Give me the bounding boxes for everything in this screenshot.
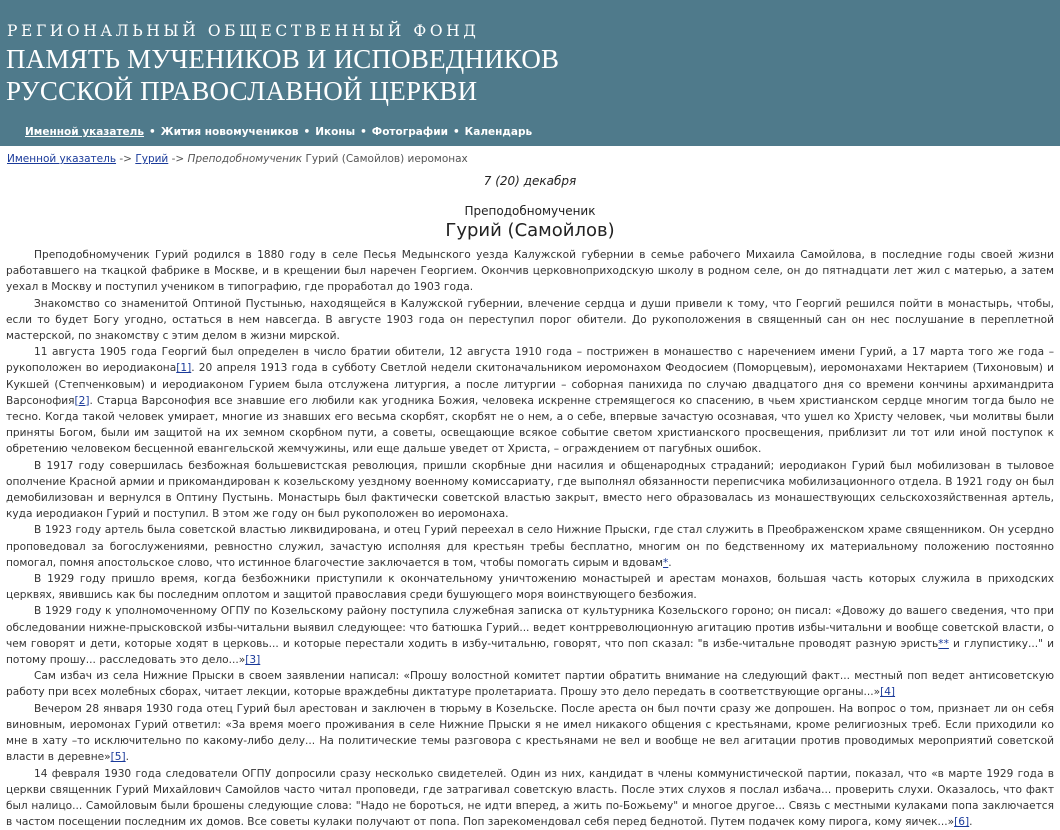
site-title-line1[interactable]: ПАМЯТЬ МУЧЕНИКОВ И ИСПОВЕДНИКОВ <box>6 44 559 75</box>
site-header <box>0 0 1060 146</box>
paragraph-text: . Старца Варсонофия все знавшие его любили как угодника Божия, человека искренне стремящегося ко спасению, в чьем христианском сердце многим тогда было не тесно. Когда такой человек умирает, многие из знавших его весьма скорбят, скорбят не о нем, а о себе, впервые зачастую осознавая, что ушел ко Христу человек, чьи молитвы были приняты Богом, были им защитой на их земном скорбном пути, а советы, освещающие всякое событие светом христианского просвещения, приблизит ли тот или иной поступок к обретению человеком бесценной евангельской жемчужины, или еще дальше уведет от Христа, – ограждением от пагубных ошибок. <box>6 395 1054 456</box>
article-paragraph <box>6 344 1054 457</box>
footnote-link[interactable]: [1] <box>176 362 191 374</box>
breadcrumb-separator: -> <box>172 153 185 165</box>
article-paragraph <box>6 571 1054 603</box>
paragraph-text: . <box>126 751 129 763</box>
paragraph-text: . <box>668 557 671 569</box>
nav-separator: • <box>303 126 310 138</box>
footnote-link[interactable]: [2] <box>75 395 90 407</box>
article-paragraph <box>6 458 1054 523</box>
article-title: Гурий (Самойлов) <box>0 220 1060 241</box>
nav-item-calendar[interactable]: Календарь <box>465 126 532 138</box>
main-nav <box>25 126 532 138</box>
paragraph-text: и глупистику..." и потому прошу... расследовать это дело...» <box>6 638 1054 666</box>
feast-date: 7 (20) декабря <box>0 174 1060 188</box>
footnote-link[interactable]: [5] <box>111 751 126 763</box>
paragraph-text: . <box>969 816 972 828</box>
nav-item-icons[interactable]: Иконы <box>315 126 355 138</box>
nav-separator: • <box>453 126 460 138</box>
site-title-line2[interactable]: РУССКОЙ ПРАВОСЛАВНОЙ ЦЕРКВИ <box>6 76 477 107</box>
footnote-link[interactable]: [4] <box>880 686 895 698</box>
article-paragraph <box>6 247 1054 296</box>
article-paragraph <box>6 522 1054 571</box>
article-paragraph <box>6 603 1054 668</box>
nav-item-lives[interactable]: Жития новомучеников <box>161 126 299 138</box>
paragraph-text: В 1929 году пришло время, когда безбожники приступили к окончательному уничтожению монастырей и арестам монахов, большая часть которых служила в приходских церквях, явившись как бы последним оплотом и защитой православия среди бушующего моря воинствующего безбожия. <box>6 573 1054 601</box>
article-paragraph <box>6 701 1054 766</box>
paragraph-text: В 1923 году артель была советской властью ликвидирована, и отец Гурий переехал в село Нижние Прыски, где стал служить в Преображенском храме священником. Он усердно проповедовал за богослужениями, ревностно служил, зачастую исполняя для крестьян требы бесплатно, многим он по бедственному их материальному положению постоянно помогал, помня апостольское слово, что истинное благочестие заключается в том, чтобы помогать сирым и вдовам <box>6 524 1054 568</box>
breadcrumb-separator: -> <box>119 153 132 165</box>
breadcrumb <box>7 153 468 165</box>
nav-item-name-index[interactable]: Именной указатель <box>25 126 144 138</box>
breadcrumb-current-name: Гурий (Самойлов) иеромонах <box>305 153 467 165</box>
paragraph-text: В 1917 году совершилась безбожная большевистская революция, пришли скорбные дни насилия и общенародных страданий; иеродиакон Гурий был мобилизован в тыловое ополчение Красной армии и прикомандирован к козельскому уездному военному комиссариату, где выполнял обязанности переписчика мобилизационного отдела. В 1921 году он был демобилизован и вернулся в Оптину Пустынь. Монастырь был фактически советской властью закрыт, вместо него образовалась из монашествующих сельскохозяйственная артель, куда иеродиакон Гурий и поступил. В этом же году он был рукоположен во иеромонаха. <box>6 460 1054 521</box>
nav-separator: • <box>149 126 156 138</box>
paragraph-text: 11 августа 1905 года Георгий был определен в число братии обители, 12 августа 1910 года – пострижен в монашество с наречением имени Гурий, а 17 марта того же года – рукоположен во иеродиакона <box>6 346 1054 374</box>
article-paragraph <box>6 296 1054 345</box>
org-name: РЕГИОНАЛЬНЫЙ ОБЩЕСТВЕННЫЙ ФОНД <box>7 22 480 40</box>
paragraph-text: 14 февраля 1930 года следователи ОГПУ допросили сразу несколько свидетелей. Один из них, кандидат в члены коммунистической партии, показал, что «в марте 1929 года в церкви священник Гурий Михайлович Самойлов часто читал проповеди, где затрагивал советскую власть. После этих слухов я послал избача... проверить слухи. Оказалось, что факт был налицо... Самойловым были брошены следующие слова: "Надо не бороться, не идти вперед, а жить по-Божьему" и многое другое... Связь с местными кулаками попа заключается в частом посещении последним их домов. Все советы кулаки получают от попа. Поп зарекомендовал себя перед беднотой. Путем подачек кому пирога, кому яичек...» <box>6 768 1054 829</box>
paragraph-text: Сам избач из села Нижние Прыски в своем заявлении написал: «Прошу волостной комитет партии обратить внимание на следующий факт... местный поп ведет антисоветскую работу при всех молебных сборах, читает лекции, которые враждебны диктатуре пролетариата. Прошу это дело передать в соответствующие органы...» <box>6 670 1054 698</box>
article-paragraph <box>6 668 1054 700</box>
breadcrumb-current-rank: Преподобномученик <box>188 153 303 165</box>
paragraph-text: . 20 апреля 1913 года в субботу Светлой недели скитоначальником иеромонахом Феодосием (Поморцевым), иеромонахами Нектарием (Тихоновым) и Кукшей (Степченковым) и иеродиаконом Гурием была отслужена литургия, а после литургии – соборная панихида по случаю двадцатого дня со времени кончины архимандрита Варсонофия <box>6 362 1054 406</box>
article-paragraph <box>6 766 1054 830</box>
article-subtitle: Преподобномученик <box>0 204 1060 218</box>
nav-item-photos[interactable]: Фотографии <box>372 126 448 138</box>
breadcrumb-link-guriy[interactable]: Гурий <box>135 153 168 165</box>
footnote-link[interactable]: [6] <box>954 816 969 828</box>
footnote-link[interactable]: [3] <box>245 654 260 666</box>
footnote-link[interactable]: * <box>663 557 668 569</box>
nav-separator: • <box>360 126 367 138</box>
breadcrumb-link-name-index[interactable]: Именной указатель <box>7 153 116 165</box>
paragraph-text: Знакомство со знаменитой Оптиной Пустынью, находящейся в Калужской губернии, влечение сердца и души привели к тому, что Георгий решился пойти в монастырь, чтобы, если то будет Богу угодно, остаться в нем навсегда. В августе 1903 года он переступил порог обители. До рукоположения в священный сан он нес послушание в переплетной мастерской, по знакомству с этим делом в жизни мирской. <box>6 298 1054 342</box>
article-body <box>6 247 1054 830</box>
paragraph-text: В 1929 году к уполномоченному ОГПУ по Козельскому району поступила служебная записка от культурника Козельского гороно; он писал: «Довожу до вашего сведения, что при обследовании нижне-прысковской избы-читальни выявил следующее: что батюшка Гурий... ведет контрреволюционную агитацию против избы-читальни и вообще советской власти, о чем говорят и дети, которые ходят в церковь... и которые перестали ходить в избу-читальню, говорят, что поп сказал: "в избе-читальне проводят разную эристь <box>6 605 1054 649</box>
footnote-link[interactable]: ** <box>938 638 949 650</box>
paragraph-text: Вечером 28 января 1930 года отец Гурий был арестован и заключен в тюрьму в Козельске. После ареста он был почти сразу же допрошен. На вопрос о том, признает ли он себя виновным, иеромонах Гурий ответил: «За время моего проживания в селе Нижние Прыски я не имел никакого общения с крестьянами, кроме религиозных треб. Если приходили ко мне в хату –то исключительно по какому-либо делу... На политические темы разговора с крестьянами не вел и вообще не вел агитации против проводимых мероприятий советской власти в деревне» <box>6 703 1054 764</box>
paragraph-text: Преподобномученик Гурий родился в 1880 году в селе Песья Медынского уезда Калужской губернии в семье рабочего Михаила Самойлова, в последние годы своей жизни работавшего на ткацкой фабрике в Москве, и в крещении был наречен Георгием. Окончив церковноприходскую школу в родном селе, он до пятнадцати лет жил с матерью, а затем уехал в Москву и поступил учеником в типографию, где проработал до 1903 года. <box>6 249 1054 293</box>
